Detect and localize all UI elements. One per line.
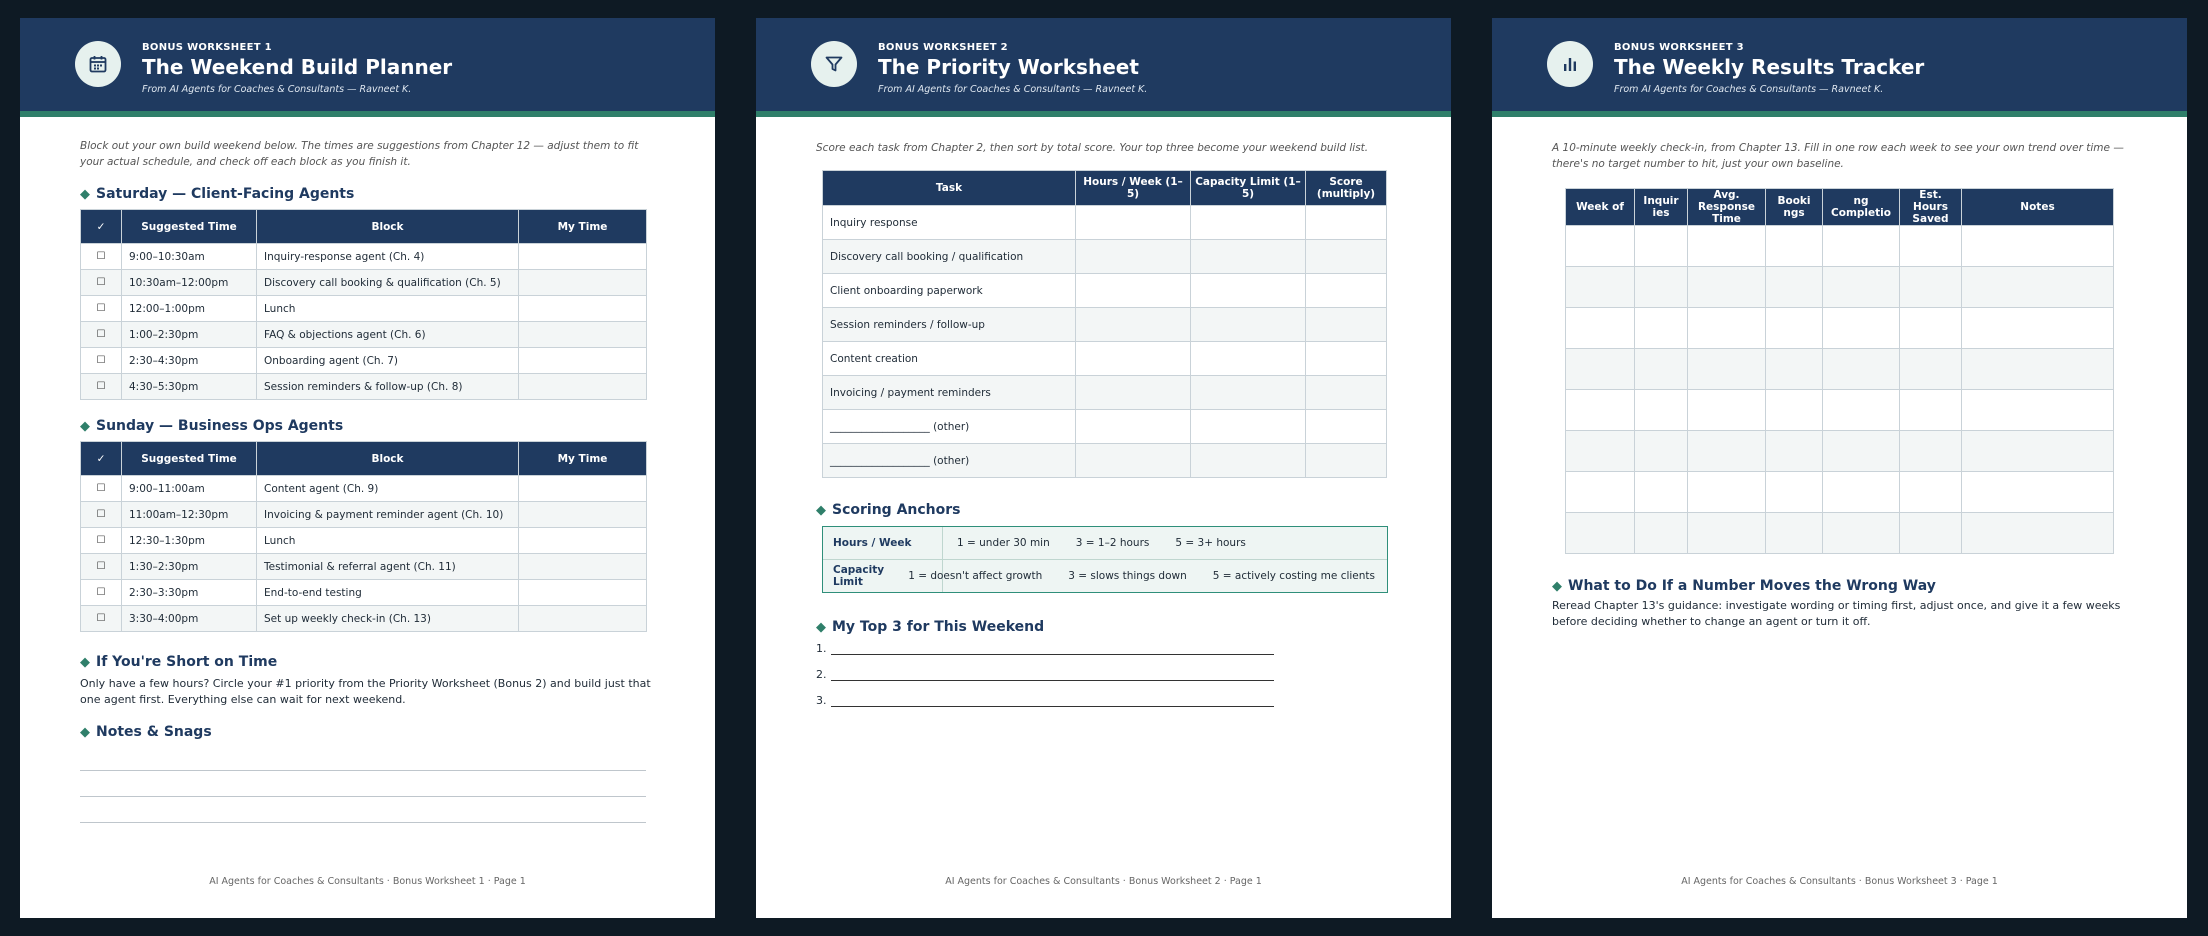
top3-blank-line[interactable] (831, 666, 1274, 681)
notes-line[interactable] (80, 822, 646, 823)
table-cell[interactable] (1635, 349, 1688, 390)
anchor-item: 1 = doesn't affect growth (908, 570, 1043, 582)
my-time-cell[interactable] (519, 606, 647, 632)
table-cell[interactable] (1900, 513, 1962, 554)
column-header-hours-saved: Est. Hours Saved (1900, 189, 1962, 226)
table-cell[interactable] (1900, 226, 1962, 267)
table-row (81, 322, 647, 348)
suggested-time-cell: 11:00am–12:30pm (122, 502, 257, 528)
table-row (81, 528, 647, 554)
hours-cell[interactable] (1076, 274, 1191, 308)
table-cell[interactable] (1823, 472, 1900, 513)
table-row (823, 308, 1387, 342)
table-cell[interactable] (1688, 308, 1766, 349)
task-cell: Content creation (823, 342, 1076, 376)
table-cell[interactable] (1688, 513, 1766, 554)
column-header-bookings: Booki ngs (1766, 189, 1823, 226)
table-cell[interactable] (1566, 308, 1635, 349)
score-cell[interactable] (1306, 444, 1387, 478)
worksheet-page-3 (1492, 18, 2187, 918)
checkbox[interactable]: ☐ (81, 502, 122, 528)
suggested-time-cell: 2:30–3:30pm (122, 580, 257, 606)
table-row (81, 476, 647, 502)
top3-item (816, 637, 1391, 655)
table-cell[interactable] (1688, 390, 1766, 431)
score-cell[interactable] (1306, 410, 1387, 444)
diamond-bullet-icon: ◆ (816, 619, 826, 635)
score-cell[interactable] (1306, 274, 1387, 308)
table-row (823, 376, 1387, 410)
table-row (1566, 390, 2114, 431)
my-time-cell[interactable] (519, 322, 647, 348)
wrong-way-text: Reread Chapter 13's guidance: investigate wording or timing first, adjust once, and give it a few weeks before deciding whether to change an agent or turn it off. (1552, 599, 2121, 628)
anchor-row-hours (823, 527, 1387, 559)
column-header-notes: Notes (1962, 189, 2114, 226)
notes-line[interactable] (80, 770, 646, 771)
worksheet-kicker: BONUS WORKSHEET 2 (878, 42, 1008, 53)
table-cell[interactable] (1766, 390, 1823, 431)
table-cell[interactable] (1823, 226, 1900, 267)
table-cell[interactable] (1566, 226, 1635, 267)
table-cell[interactable] (1823, 513, 1900, 554)
my-time-cell[interactable] (519, 348, 647, 374)
anchor-item: 5 = actively costing me clients (1212, 570, 1375, 582)
table-cell[interactable] (1688, 472, 1766, 513)
score-cell[interactable] (1306, 342, 1387, 376)
table-cell[interactable] (1900, 308, 1962, 349)
column-header-suggested-time: Suggested Time (122, 210, 257, 244)
score-cell[interactable] (1306, 206, 1387, 240)
table-cell[interactable] (1635, 431, 1688, 472)
task-cell-other[interactable]: ___________________ (other) (823, 410, 1076, 444)
table-cell[interactable] (1688, 226, 1766, 267)
checkbox[interactable]: ☐ (81, 606, 122, 632)
table-cell[interactable] (1823, 308, 1900, 349)
table-row (1566, 226, 2114, 267)
column-header-inquiries: Inquir ies (1635, 189, 1688, 226)
suggested-time-cell: 9:00–10:30am (122, 244, 257, 270)
saturday-schedule-table (80, 209, 647, 400)
block-cell: Content agent (Ch. 9) (257, 476, 519, 502)
block-cell: Onboarding agent (Ch. 7) (257, 348, 519, 374)
column-header-avg-response-time: Avg. Response Time (1688, 189, 1766, 226)
table-cell[interactable] (1962, 513, 2114, 554)
top3-blank-line[interactable] (831, 640, 1274, 655)
table-row (81, 270, 647, 296)
checkbox[interactable]: ☐ (81, 348, 122, 374)
table-cell[interactable] (1635, 308, 1688, 349)
diamond-bullet-icon: ◆ (1552, 578, 1562, 594)
block-cell: Session reminders & follow-up (Ch. 8) (257, 374, 519, 400)
table-row (1566, 431, 2114, 472)
section-heading-short-on-time: ◆ If You're Short on Time (80, 654, 278, 670)
table-cell[interactable] (1566, 472, 1635, 513)
table-row (823, 240, 1387, 274)
table-cell[interactable] (1962, 390, 2114, 431)
block-cell: Set up weekly check-in (Ch. 13) (257, 606, 519, 632)
table-cell[interactable] (1900, 390, 1962, 431)
hours-cell[interactable] (1076, 240, 1191, 274)
table-row (1566, 513, 2114, 554)
filter-icon (811, 41, 857, 87)
table-cell[interactable] (1823, 349, 1900, 390)
checkbox[interactable]: ☐ (81, 528, 122, 554)
column-header-block: Block (257, 442, 519, 476)
column-header-hours-week: Hours / Week (1–5) (1076, 171, 1191, 206)
page-footer: AI Agents for Coaches & Consultants · Bonus Worksheet 1 · Page 1 (209, 876, 526, 887)
table-cell[interactable] (1688, 431, 1766, 472)
checkbox[interactable]: ☐ (81, 554, 122, 580)
task-cell: Inquiry response (823, 206, 1076, 240)
weekly-results-table (1565, 188, 2114, 554)
my-time-cell[interactable] (519, 528, 647, 554)
table-cell[interactable] (1635, 267, 1688, 308)
my-time-cell[interactable] (519, 374, 647, 400)
table-cell[interactable] (1635, 513, 1688, 554)
table-cell[interactable] (1823, 390, 1900, 431)
table-row (81, 606, 647, 632)
table-cell[interactable] (1766, 513, 1823, 554)
block-cell: Discovery call booking & qualification (Ch. 5) (257, 270, 519, 296)
table-row (823, 342, 1387, 376)
block-cell: Lunch (257, 296, 519, 322)
page-header (756, 18, 1451, 117)
table-cell[interactable] (1823, 431, 1900, 472)
block-cell: Lunch (257, 528, 519, 554)
anchor-row-capacity (823, 559, 1387, 592)
score-cell[interactable] (1306, 308, 1387, 342)
top3-number: 3. (816, 694, 827, 707)
hours-cell[interactable] (1076, 444, 1191, 478)
anchor-label: Capacity Limit (833, 564, 885, 588)
table-cell[interactable] (1962, 472, 2114, 513)
capacity-cell[interactable] (1191, 308, 1306, 342)
table-cell[interactable] (1766, 226, 1823, 267)
hours-cell[interactable] (1076, 342, 1191, 376)
table-cell[interactable] (1566, 431, 1635, 472)
top3-number: 1. (816, 642, 827, 655)
suggested-time-cell: 1:30–2:30pm (122, 554, 257, 580)
checkbox[interactable]: ☐ (81, 270, 122, 296)
task-cell: Invoicing / payment reminders (823, 376, 1076, 410)
task-cell: Client onboarding paperwork (823, 274, 1076, 308)
table-row (81, 374, 647, 400)
page-header (20, 18, 715, 117)
anchor-item: 5 = 3+ hours (1175, 537, 1246, 549)
section-heading-notes: ◆ Notes & Snags (80, 724, 212, 740)
table-cell[interactable] (1766, 349, 1823, 390)
column-header-my-time: My Time (519, 210, 647, 244)
diamond-bullet-icon: ◆ (816, 502, 826, 518)
page-title: The Weekly Results Tracker (1614, 55, 1925, 79)
column-header-my-time: My Time (519, 442, 647, 476)
checkbox[interactable]: ☐ (81, 244, 122, 270)
diamond-bullet-icon: ◆ (80, 654, 90, 670)
suggested-time-cell: 12:00–1:00pm (122, 296, 257, 322)
page-footer: AI Agents for Coaches & Consultants · Bonus Worksheet 3 · Page 1 (1681, 876, 1998, 887)
capacity-cell[interactable] (1191, 274, 1306, 308)
table-row (823, 410, 1387, 444)
task-cell: Session reminders / follow-up (823, 308, 1076, 342)
table-row (81, 348, 647, 374)
table-row (81, 580, 647, 606)
worksheet-page-1 (20, 18, 715, 918)
suggested-time-cell: 12:30–1:30pm (122, 528, 257, 554)
section-heading-scoring-anchors: ◆ Scoring Anchors (816, 502, 961, 518)
table-cell[interactable] (1823, 267, 1900, 308)
table-row (1566, 349, 2114, 390)
block-cell: End-to-end testing (257, 580, 519, 606)
table-cell[interactable] (1766, 431, 1823, 472)
my-time-cell[interactable] (519, 244, 647, 270)
my-time-cell[interactable] (519, 476, 647, 502)
diamond-bullet-icon: ◆ (80, 186, 90, 202)
suggested-time-cell: 10:30am–12:00pm (122, 270, 257, 296)
diamond-bullet-icon: ◆ (80, 418, 90, 434)
top3-item (816, 655, 1391, 681)
checkbox[interactable]: ☐ (81, 374, 122, 400)
table-row (823, 206, 1387, 240)
bar-chart-icon (1547, 41, 1593, 87)
table-row (81, 554, 647, 580)
sunday-schedule-table (80, 441, 647, 632)
table-row (1566, 267, 2114, 308)
suggested-time-cell: 9:00–11:00am (122, 476, 257, 502)
table-cell[interactable] (1688, 349, 1766, 390)
priority-table (822, 170, 1387, 478)
table-cell[interactable] (1962, 226, 2114, 267)
table-row (81, 244, 647, 270)
section-heading-top-3: ◆ My Top 3 for This Weekend (816, 619, 1045, 635)
intro-text: Block out your own build weekend below. The times are suggestions from Chapter 12 — adjust them to fit your actual schedule, and check off each block as you finish it. (80, 140, 639, 168)
intro-text: Score each task from Chapter 2, then sort by total score. Your top three become your weekend build list. (816, 142, 1369, 154)
hours-cell[interactable] (1076, 410, 1191, 444)
anchor-label: Hours / Week (833, 537, 912, 549)
column-header-week-of: Week of (1566, 189, 1635, 226)
column-header-score: Score (multiply) (1306, 171, 1387, 206)
page-footer: AI Agents for Coaches & Consultants · Bonus Worksheet 2 · Page 1 (945, 876, 1262, 887)
notes-line[interactable] (80, 796, 646, 797)
table-row (1566, 308, 2114, 349)
section-heading-saturday: ◆ Saturday — Client-Facing Agents (80, 186, 355, 202)
anchor-item: 3 = slows things down (1068, 570, 1187, 582)
page-subtitle: From AI Agents for Coaches & Consultants — Ravneet K. (142, 84, 412, 95)
table-row (1566, 472, 2114, 513)
top3-blank-line[interactable] (831, 692, 1274, 707)
my-time-cell[interactable] (519, 296, 647, 322)
section-heading-sunday: ◆ Sunday — Business Ops Agents (80, 418, 344, 434)
column-header-capacity-limit: Capacity Limit (1–5) (1191, 171, 1306, 206)
table-cell[interactable] (1900, 349, 1962, 390)
table-row (823, 444, 1387, 478)
score-cell[interactable] (1306, 376, 1387, 410)
hours-cell[interactable] (1076, 206, 1191, 240)
block-cell: FAQ & objections agent (Ch. 6) (257, 322, 519, 348)
worksheet-kicker: BONUS WORKSHEET 1 (142, 42, 272, 53)
capacity-cell[interactable] (1191, 376, 1306, 410)
table-cell[interactable] (1635, 472, 1688, 513)
calendar-icon (75, 41, 121, 87)
my-time-cell[interactable] (519, 270, 647, 296)
page-header (1492, 18, 2187, 117)
column-header-completion: ng Completio (1823, 189, 1900, 226)
block-cell: Testimonial & referral agent (Ch. 11) (257, 554, 519, 580)
column-header-block: Block (257, 210, 519, 244)
diamond-bullet-icon: ◆ (80, 724, 90, 740)
table-cell[interactable] (1962, 431, 2114, 472)
table-cell[interactable] (1688, 267, 1766, 308)
score-cell[interactable] (1306, 240, 1387, 274)
table-cell[interactable] (1566, 513, 1635, 554)
table-cell[interactable] (1900, 472, 1962, 513)
table-cell[interactable] (1566, 349, 1635, 390)
block-cell: Inquiry-response agent (Ch. 4) (257, 244, 519, 270)
worksheet-kicker: BONUS WORKSHEET 3 (1614, 42, 1744, 53)
capacity-cell[interactable] (1191, 410, 1306, 444)
table-row (81, 502, 647, 528)
checkbox[interactable]: ☐ (81, 322, 122, 348)
short-on-time-text: Only have a few hours? Circle your #1 priority from the Priority Worksheet (Bonus 2) and build just that one agent first. Everything else can wait for next weekend. (80, 677, 651, 706)
checkbox[interactable]: ☐ (81, 580, 122, 606)
table-cell[interactable] (1566, 390, 1635, 431)
page-subtitle: From AI Agents for Coaches & Consultants — Ravneet K. (1614, 84, 1884, 95)
capacity-cell[interactable] (1191, 206, 1306, 240)
table-cell[interactable] (1962, 267, 2114, 308)
suggested-time-cell: 3:30–4:00pm (122, 606, 257, 632)
column-header-suggested-time: Suggested Time (122, 442, 257, 476)
table-cell[interactable] (1900, 431, 1962, 472)
section-heading-wrong-way: ◆ What to Do If a Number Moves the Wrong Way (1552, 578, 1936, 594)
table-cell[interactable] (1962, 349, 2114, 390)
column-header-task: Task (823, 171, 1076, 206)
page-subtitle: From AI Agents for Coaches & Consultants — Ravneet K. (878, 84, 1148, 95)
scoring-anchors-box (822, 526, 1388, 593)
table-cell[interactable] (1635, 226, 1688, 267)
checkbox[interactable]: ☐ (81, 296, 122, 322)
table-cell[interactable] (1766, 267, 1823, 308)
my-time-cell[interactable] (519, 554, 647, 580)
hours-cell[interactable] (1076, 308, 1191, 342)
suggested-time-cell: 4:30–5:30pm (122, 374, 257, 400)
my-time-cell[interactable] (519, 502, 647, 528)
column-header-check: ✓ (81, 210, 122, 244)
capacity-cell[interactable] (1191, 342, 1306, 376)
task-cell: Discovery call booking / qualification (823, 240, 1076, 274)
page-title: The Weekend Build Planner (142, 55, 453, 79)
checkbox[interactable]: ☐ (81, 476, 122, 502)
suggested-time-cell: 2:30–4:30pm (122, 348, 257, 374)
page-title: The Priority Worksheet (878, 55, 1139, 79)
anchor-item: 1 = under 30 min (957, 537, 1050, 549)
table-cell[interactable] (1766, 308, 1823, 349)
intro-text: A 10-minute weekly check-in, from Chapter 13. Fill in one row each week to see your own trend over time — there's no target number to hit, just your own baseline. (1552, 142, 2124, 170)
table-row (81, 296, 647, 322)
task-cell-other[interactable]: ___________________ (other) (823, 444, 1076, 478)
suggested-time-cell: 1:00–2:30pm (122, 322, 257, 348)
top3-number: 2. (816, 668, 827, 681)
table-cell[interactable] (1962, 308, 2114, 349)
table-cell[interactable] (1566, 267, 1635, 308)
capacity-cell[interactable] (1191, 240, 1306, 274)
capacity-cell[interactable] (1191, 444, 1306, 478)
hours-cell[interactable] (1076, 376, 1191, 410)
block-cell: Invoicing & payment reminder agent (Ch. 10) (257, 502, 519, 528)
anchor-item: 3 = 1–2 hours (1075, 537, 1150, 549)
top3-item (816, 681, 1391, 707)
my-time-cell[interactable] (519, 580, 647, 606)
table-row (823, 274, 1387, 308)
column-header-check: ✓ (81, 442, 122, 476)
table-cell[interactable] (1766, 472, 1823, 513)
table-cell[interactable] (1900, 267, 1962, 308)
worksheet-page-2 (756, 18, 1451, 918)
table-cell[interactable] (1635, 390, 1688, 431)
